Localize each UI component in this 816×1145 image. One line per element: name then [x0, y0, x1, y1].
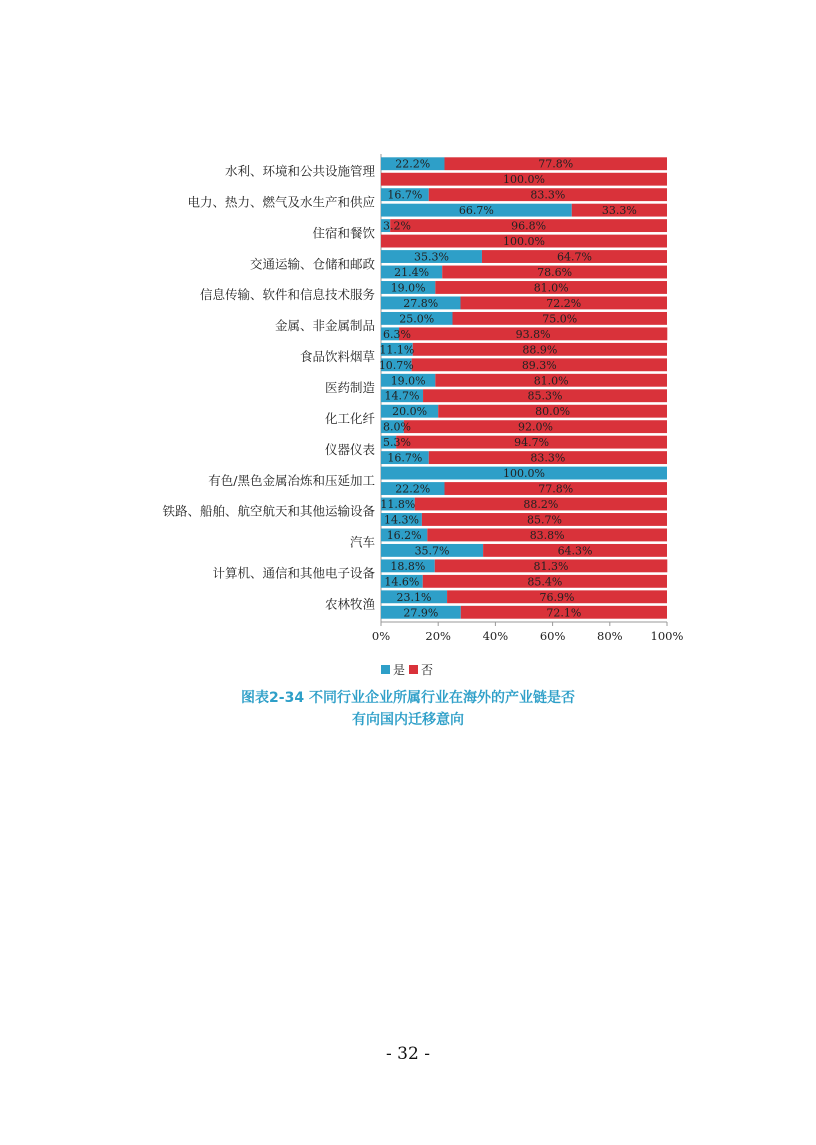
data-label-yes: 19.0%: [390, 281, 426, 295]
data-label-yes: 22.2%: [395, 482, 431, 496]
x-tick-label: 0%: [371, 629, 391, 643]
data-label-yes: 3.2%: [383, 219, 411, 233]
data-label-no: 81.0%: [533, 374, 569, 388]
category-label: 水利、环境和公共设施管理: [224, 163, 375, 179]
data-label-yes: 11.1%: [379, 343, 415, 357]
data-label-yes: 23.1%: [396, 590, 432, 604]
data-label-no: 89.3%: [521, 358, 557, 372]
chart-legend: [381, 661, 433, 678]
data-label-yes: 22.2%: [395, 157, 431, 171]
data-label-no: 83.8%: [529, 528, 565, 542]
data-label-yes: 25.0%: [399, 312, 435, 326]
legend-yes: [381, 661, 405, 678]
data-label-no: 77.8%: [538, 157, 574, 171]
data-label-no: 88.9%: [522, 343, 558, 357]
figure-caption-line-1: 图表2-34 不同行业企业所属行业在海外的产业链是否: [241, 690, 575, 706]
data-label-no: 83.3%: [530, 451, 566, 465]
data-label-no: 75.0%: [542, 312, 578, 326]
legend-no: [409, 661, 433, 678]
data-label-yes: 10.7%: [378, 358, 414, 372]
data-label-no: 81.3%: [533, 559, 569, 573]
legend-no-label: 否: [421, 663, 434, 677]
data-label-no: 88.2%: [523, 498, 559, 511]
data-label-yes: 21.4%: [394, 266, 430, 279]
x-tick-label: 40%: [482, 629, 509, 643]
data-label-yes: 27.8%: [403, 296, 439, 310]
data-label-yes: 35.7%: [414, 544, 450, 558]
data-label-yes: 14.3%: [383, 513, 419, 527]
legend-yes-swatch: [381, 665, 390, 674]
data-label-no: 80.0%: [535, 405, 571, 419]
data-label-no: 93.8%: [515, 327, 551, 341]
page-number: - 32 -: [386, 1044, 430, 1064]
category-label: 信息传输、软件和信息技术服务: [199, 287, 375, 303]
data-label-no: 85.7%: [526, 513, 562, 527]
data-label-yes: 16.7%: [387, 188, 423, 202]
category-label: 食品饮料烟草: [299, 349, 375, 365]
category-label: 医药制造: [324, 380, 375, 395]
data-label-no: 64.7%: [557, 250, 592, 264]
x-tick-label: 100%: [650, 629, 684, 643]
data-label-yes: 66.7%: [458, 204, 494, 218]
legend-no-swatch: [409, 665, 418, 674]
category-label: 交通运输、仓储和邮政: [249, 256, 375, 272]
category-label: 住宿和餐饮: [312, 225, 375, 241]
data-label-no: 77.8%: [538, 482, 574, 496]
data-label-yes: 14.7%: [384, 389, 420, 403]
category-label: 汽车: [349, 534, 375, 550]
category-label: 仪器仪表: [324, 441, 375, 457]
data-label-no: 92.0%: [517, 420, 553, 434]
data-label-no: 85.4%: [527, 575, 563, 589]
data-label-no: 76.9%: [539, 590, 575, 604]
x-tick-label: 80%: [597, 629, 623, 643]
data-label-no: 94.7%: [514, 436, 550, 450]
data-label-no: 72.2%: [546, 296, 582, 310]
data-label-no: 85.3%: [527, 389, 563, 403]
data-label-no: 33.3%: [601, 204, 637, 218]
data-label-yes: 20.0%: [392, 405, 428, 419]
data-label-no: 72.1%: [546, 606, 582, 620]
data-label-yes: 100.0%: [503, 467, 545, 481]
category-label: 金属、非金属制品: [274, 318, 375, 334]
category-label: 计算机、通信和其他电子设备: [212, 565, 375, 581]
data-label-yes: 27.9%: [403, 606, 439, 620]
category-label: 电力、热力、燃气及水生产和供应: [187, 194, 375, 210]
data-label-no: 81.0%: [533, 281, 569, 295]
data-label-no: 96.8%: [511, 219, 547, 233]
data-label-yes: 18.8%: [390, 559, 426, 573]
data-label-yes: 19.0%: [390, 374, 426, 388]
category-label: 农林牧渔: [324, 596, 375, 612]
data-label-yes: 16.2%: [386, 528, 422, 542]
data-label-no: 100.0%: [503, 235, 545, 249]
data-label-yes: 6.3%: [383, 327, 411, 341]
legend-yes-label: 是: [393, 663, 406, 677]
figure-caption-line-2: 有向国内迁移意向: [352, 712, 464, 728]
data-label-no: 83.3%: [530, 188, 566, 202]
data-label-yes: 35.3%: [414, 250, 449, 264]
data-label-yes: 14.6%: [384, 575, 420, 589]
data-label-no: 100.0%: [503, 173, 545, 187]
data-label-yes: 5.3%: [383, 436, 411, 450]
data-label-yes: 16.7%: [387, 451, 423, 465]
data-label-no: 78.6%: [537, 266, 573, 279]
category-label: 有色/黑色金属冶炼和压延加工: [208, 472, 375, 488]
data-label-no: 64.3%: [557, 544, 593, 558]
category-label: 铁路、船舶、航空航天和其他运输设备: [162, 503, 375, 519]
category-label: 化工化纤: [324, 410, 375, 426]
data-label-yes: 8.0%: [383, 420, 411, 434]
x-tick-label: 60%: [539, 629, 566, 643]
x-tick-label: 20%: [425, 629, 451, 643]
data-label-yes: 11.8%: [380, 498, 416, 511]
